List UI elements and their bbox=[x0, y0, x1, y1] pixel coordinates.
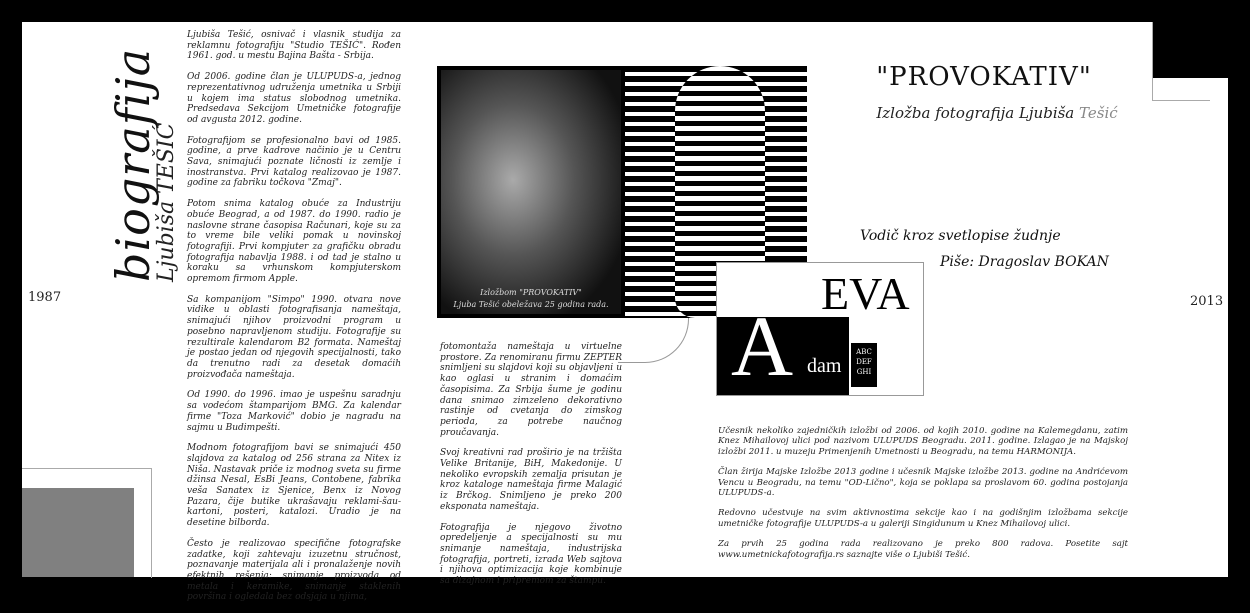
camera-image bbox=[441, 70, 621, 314]
year-right: 2013 bbox=[1190, 294, 1224, 309]
adam-text: dam bbox=[807, 355, 842, 377]
paragraph: Ljubiša Tešić, osnivač i vlasnik studija za reklamnu fotografiju "Studio TEŠIĆ". Rođen 1961. god. u mestu Bajina Bašta - Srbija. bbox=[187, 30, 401, 62]
adam-initial: A bbox=[731, 298, 794, 394]
subtitle-main: Izložba fotografija Ljubiša bbox=[876, 104, 1080, 122]
paragraph: fotomontaža nameštaja u virtuelne prostore. Za renomiranu firmu ZEPTER snimljeni su slajdovi koji su objavljeni u kao oglasi u stranim i domaćim časopisima. Za Srbija šume je godinu dana snimao zimzeleno dekorativno rastinje od cvetanja do zimskog perioda, za potrebe naučnog proučavanja. bbox=[440, 342, 622, 438]
paragraph: Sa kompanijom "Simpo" 1990. otvara nove vidike u oblasti fotografisanja nameštaja, snimajući njihov proizvodni program u posebno napravljenom studiju. Fotografije su rezultirale kalendarom B2 formata. Nameštaj je postao jedan od njegovih specijalnosti, tako da trenutno radi za desetak domaćih proizvođača nameštaja. bbox=[187, 294, 401, 380]
paragraph: Modnom fotografijom bavi se snimajući 450 slajdova za katalog od 256 strana za Nitex iz Niša. Nastavak priče iz modnog sveta su firme džinsa Nesal, EsBi Jeans, Contobene, fabrika veša Sanatex iz Sjenice, Benx iz Novog Pazara, čije butike ukrašavaju reklami-šau-kartoni, posteri, katalozi. Uradio je na desetine bilborda. bbox=[187, 443, 401, 529]
guide-heading: Vodič kroz svetlopise žudnje bbox=[860, 228, 1061, 244]
vertical-title: biografija bbox=[106, 47, 160, 282]
paragraph: Od 1990. do 1996. imao je uspešnu saradnju sa vodećom štamparijom BMG. Za kalendar firme "Toza Marković" dobio je nagradu na sajmu u Budimpešti. bbox=[187, 390, 401, 433]
paragraph: Fotografijom se profesionalno bavi od 1985. godine, a prve kadrove načinio je u Centru Sava, snimajući poznate ličnosti iz zemlje i inostranstva. Prvi katalog realizovao je 1987. godine za fabriku točkova "Zmaj". bbox=[187, 135, 401, 189]
main-title: "PROVOKATIV" bbox=[876, 62, 1092, 92]
paragraph: Učesnik nekoliko zajedničkih izložbi od 2006. od kojih 2010. godine na Kalemegdanu, zatim Knez Mihailovoj ulici pod nazivom ULUPUDS Beogradu. 2011. godine. Izlagao je na Majskoj izložbi 2011. u muzeju Primenjenih Umetnosti u Beogradu, na temu HARMONIJA. bbox=[718, 426, 1128, 457]
vertical-name: Ljubiša TEŠIĆ bbox=[154, 122, 179, 282]
eva-text: EVA bbox=[821, 268, 910, 319]
connector-arc bbox=[618, 318, 689, 363]
middle-column bbox=[440, 342, 622, 597]
frame-line bbox=[1152, 100, 1210, 101]
abc-box: ABC DEF GHI bbox=[851, 343, 877, 387]
adam-eva-image bbox=[716, 262, 924, 396]
frame-line bbox=[1152, 22, 1153, 100]
paragraph: Fotografija je njegovo životno opredeljenje a specijalnosti su mu snimanje nameštaja, industrijska fotografija, portreti, izrada Web sajtova i njihova optimizacija koje kombinuje sa dizajnom i pripremom za štampu. bbox=[440, 522, 622, 587]
frame-line bbox=[22, 468, 152, 469]
paragraph: Svoj kreativni rad proširio je na tržišta Velike Britanije, BiH, Makedonije. U nekoliko evropskih zemalja prisutan je kroz kataloge nameštaja firme Malagić iz Brčkog. Snimljeno je preko 200 eksponata nameštaja. bbox=[440, 448, 622, 512]
caption-line: Ljuba Tešić obeležava 25 godina rada. bbox=[453, 300, 609, 309]
corner-block bbox=[1153, 22, 1228, 78]
author-line: Piše: Dragoslav BOKAN bbox=[940, 254, 1109, 270]
camera-photo bbox=[437, 66, 625, 318]
grey-block bbox=[22, 488, 134, 577]
caption-line: Izložbom "PROVOKATIV" bbox=[480, 288, 582, 297]
paragraph: Često je realizovao specifične fotografske zadatke, koji zahtevaju izuzetnu stručnost, poznavanje materijala ali i pronalaženje novih efektnih rešenja: snimanje proizvoda od metala i keramike, snimanje staklenih površina i ogledala bez odsjaja u njima, bbox=[187, 538, 401, 603]
paragraph: Od 2006. godine član je ULUPUDS-a, jednog reprezentativnog udruženja umetnika u Srbiji u kojem ima status slobodnog umetnika. Predsedava Sekcijom Umetničke fotografije od avgusta 2012. godine. bbox=[187, 72, 401, 125]
year-left: 1987 bbox=[28, 290, 62, 305]
frame-line bbox=[151, 468, 152, 578]
paragraph: Potom snima katalog obuće za Industriju obuće Beograd, a od 1987. do 1990. radio je naslovne strane časopisa Računari, koje su za to vreme bile veliki pomak u novinskoj fotografiji. Prvi kompjuter za grafičku obradu fotografija nabavlja 1988. i od tad je stalno u koraku sa vrhunskom kompjuterskom opremom firmom Apple. bbox=[187, 199, 401, 285]
left-column bbox=[187, 30, 401, 613]
subtitle-accent: Tešić bbox=[1079, 104, 1118, 122]
magazine-spread bbox=[22, 22, 1228, 603]
paragraph: Redovno učestvuje na svim aktivnostima sekcije kao i na godišnjim izložbama sekcije umetničke fotografije ULUPUDS-a u galeriji Singidunum u Knez Mihailovoj ulici. bbox=[718, 508, 1128, 529]
main-subtitle bbox=[862, 104, 1132, 122]
right-column bbox=[718, 426, 1128, 570]
paragraph: Za prvih 25 godina rada realizovano je preko 800 radova. Posetite sajt www.umetnickafotografija.rs saznajte više o Ljubiši Tešić. bbox=[718, 539, 1128, 560]
vertical-title-block bbox=[106, 47, 179, 282]
paragraph: Član žirija Majske Izložbe 2013 godine i učesnik Majske izložbe 2013. godine na Andrićevom Vencu u Beogradu, na temu "OD-Lično", koja se poklapa sa proslavom 60. godina postojanja ULUPUDS-a. bbox=[718, 467, 1128, 499]
